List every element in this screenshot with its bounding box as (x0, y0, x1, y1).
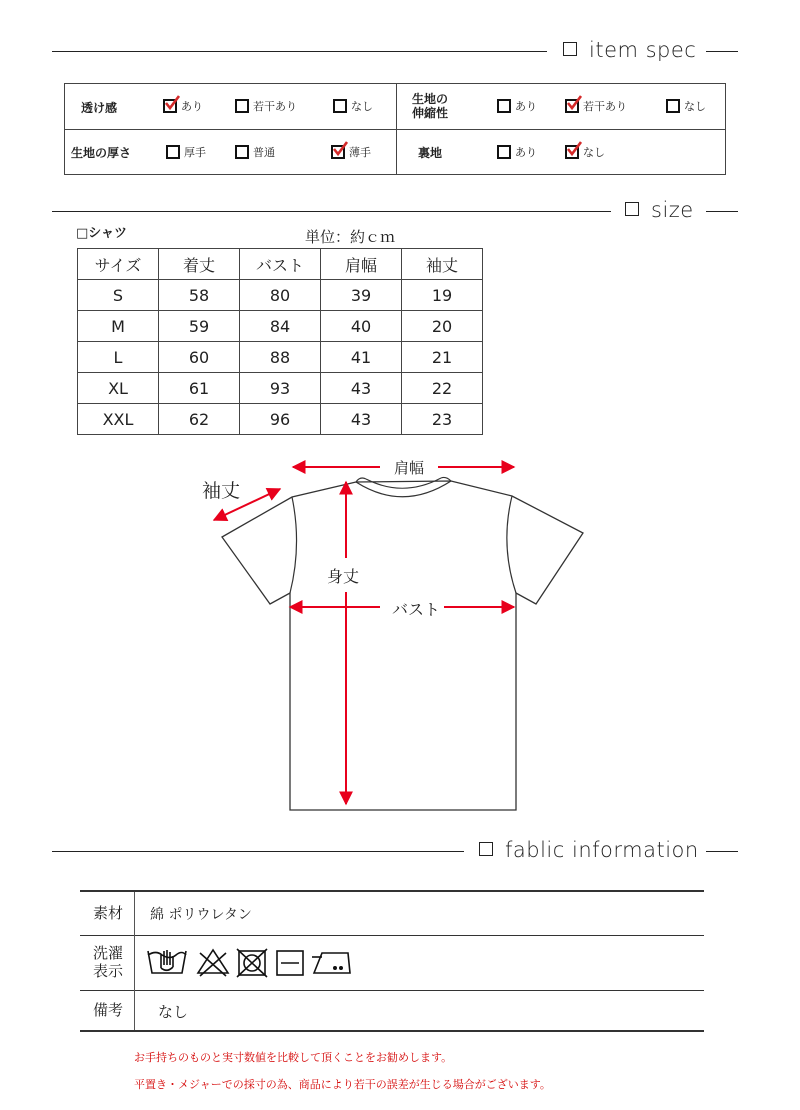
section-title-item-spec: item spec (563, 38, 696, 62)
section-rule (52, 51, 547, 52)
table-cell: 80 (240, 280, 321, 311)
table-cell: XXL (78, 404, 159, 435)
table-cell: 59 (159, 311, 240, 342)
table-header-row (78, 249, 483, 280)
section-rule (706, 211, 738, 212)
checkbox-checked-icon (331, 145, 345, 159)
label-body-length: 身丈 (327, 564, 359, 587)
table-cell: 20 (402, 311, 483, 342)
spec-label-sheerness: 透け感 (81, 101, 118, 115)
section-title-size: size (625, 198, 694, 222)
section-box-icon (479, 842, 493, 856)
notes-label: 備考 (92, 1001, 123, 1019)
spec-option[interactable]: 薄手 (331, 145, 371, 160)
line-dry-icon (277, 951, 303, 975)
item-type-label: □シャツ (76, 226, 128, 241)
table-cell: 19 (402, 280, 483, 311)
checkbox-icon (497, 145, 511, 159)
table-cell: 23 (402, 404, 483, 435)
table-cell: M (78, 311, 159, 342)
table-cell: 40 (321, 311, 402, 342)
section-rule (706, 51, 738, 52)
table-header: 肩幅 (321, 249, 402, 280)
no-bleach-icon (198, 950, 228, 976)
spec-label-lining: 裏地 (418, 146, 443, 160)
notes-value: なし (158, 1003, 189, 1021)
table-header: バスト (240, 249, 321, 280)
label-sleeve: 袖丈 (202, 480, 241, 502)
spec-option[interactable]: 厚手 (166, 145, 206, 160)
section-box-icon (563, 42, 577, 56)
material-value: 綿 ポリウレタン (150, 907, 252, 923)
spec-option[interactable]: あり (163, 99, 203, 114)
section-box-icon (625, 202, 639, 216)
table-cell: 60 (159, 342, 240, 373)
footer-note: 平置き・メジャーでの採寸の為、商品により若干の誤差が生じる場合がございます。 (134, 1078, 551, 1091)
spec-option[interactable]: あり (497, 145, 537, 160)
table-cell: 21 (402, 342, 483, 373)
hand-wash-icon (148, 950, 186, 973)
table-cell: 93 (240, 373, 321, 404)
spec-option[interactable]: なし (666, 99, 706, 114)
size-table (77, 248, 483, 435)
spec-option[interactable]: 普通 (235, 145, 275, 160)
table-row (78, 342, 483, 373)
table-row (78, 311, 483, 342)
table-cell: 41 (321, 342, 402, 373)
iron-low-icon (312, 953, 350, 973)
table-cell: 88 (240, 342, 321, 373)
tshirt-diagram (0, 440, 800, 830)
spec-option[interactable]: 若干あり (565, 99, 627, 114)
section-rule (706, 851, 738, 852)
checkbox-checked-icon (565, 99, 579, 113)
table-cell: 43 (321, 404, 402, 435)
table-header: 袖丈 (402, 249, 483, 280)
spec-label-thickness: 生地の厚さ (71, 146, 132, 160)
label-bust: バスト (390, 597, 442, 620)
table-cell: 61 (159, 373, 240, 404)
checkbox-icon (666, 99, 680, 113)
table-cell: 43 (321, 373, 402, 404)
checkbox-icon (235, 99, 249, 113)
table-cell: 22 (402, 373, 483, 404)
checkbox-checked-icon (565, 145, 579, 159)
table-cell: XL (78, 373, 159, 404)
table-divider (134, 892, 135, 1030)
spec-option[interactable]: なし (565, 145, 605, 160)
tshirt-outline (222, 481, 583, 810)
table-cell: L (78, 342, 159, 373)
item-spec-table (64, 83, 726, 175)
table-cell: 39 (321, 280, 402, 311)
section-rule (52, 851, 464, 852)
table-border (80, 990, 704, 991)
table-header: 着丈 (159, 249, 240, 280)
no-tumble-dry-icon (237, 949, 267, 977)
footer-note: お手持ちのものと実寸数値を比較して頂くことをお勧めします。 (134, 1051, 453, 1064)
wash-label: 洗濯 表示 (92, 944, 123, 980)
table-border (80, 1030, 704, 1032)
table-row (78, 373, 483, 404)
unit-label: 単位：約ｃｍ (305, 228, 396, 246)
wash-symbols (144, 943, 374, 979)
table-cell: 84 (240, 311, 321, 342)
spec-label-stretch: 生地の 伸縮性 (412, 92, 449, 120)
table-cell: 96 (240, 404, 321, 435)
checkbox-checked-icon (163, 99, 177, 113)
checkbox-icon (333, 99, 347, 113)
checkbox-icon (166, 145, 180, 159)
table-border (80, 890, 704, 892)
label-shoulder: 肩幅 (394, 459, 425, 477)
table-row (78, 280, 483, 311)
material-label: 素材 (92, 904, 123, 922)
checkbox-icon (235, 145, 249, 159)
checkbox-icon (497, 99, 511, 113)
spec-option[interactable]: なし (333, 99, 373, 114)
table-border (80, 935, 704, 936)
table-header: サイズ (78, 249, 159, 280)
table-cell: S (78, 280, 159, 311)
section-title-fabric: fablic information (479, 838, 699, 862)
section-rule (52, 211, 611, 212)
spec-option[interactable]: あり (497, 99, 537, 114)
table-row (78, 404, 483, 435)
table-cell: 58 (159, 280, 240, 311)
table-cell: 62 (159, 404, 240, 435)
spec-option[interactable]: 若干あり (235, 99, 297, 114)
